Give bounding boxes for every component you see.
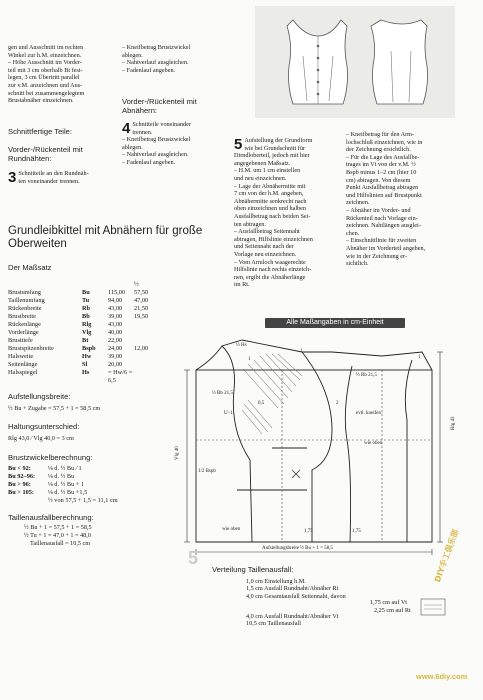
haltung-heading: Haltungsunterschied: <box>8 422 80 432</box>
masssatz-abbr: Bu <box>82 289 90 296</box>
masssatz-table <box>8 281 158 385</box>
heading-schnittfertige: Schnittfertige Teile: <box>8 127 73 136</box>
step-4: 4 Schnitteile voneinander trennen. – Kneifbetrag Brustzwickel ablegen. – Nahtverlauf ausgleichen. – Fadenlauf angeben. <box>122 120 191 166</box>
masssatz-v: 24,00 <box>108 345 123 352</box>
zwickel-row <box>8 497 124 505</box>
taille-line-1: ½ Tu + 1 = 47,0 + 1 = 48,0 <box>24 531 91 539</box>
verteilung-section <box>212 566 452 628</box>
col4-text: – Kneifbetrag für den Arm- lochschluß einzeichnen, wie in der Zeichnung ersichtlich. – Für die Lage des Ausfallbe- trages im Vt von der v.M. ½ Bspb minus 1–2 cm (hier 10 cm) abtragen. Von diesem Punkt Ausfallbetrag abtragen und Hilfslinien auf Brustpunkt zeichnen. – Abnäher im Vorder- und Rückenteil nach Vorlage ein- zeichnen. Nahtlängen ausglei- chen. – Einschnittlinie für zweiten Abnäher im Vorderteil angeben, wie in der Zeichnung er- sichtlich. <box>346 131 426 268</box>
aufstellung-line: ½ Bu + Zugabe = 57,5 + 1 = 58,5 cm <box>8 404 101 412</box>
masssatz-name: Brustumfang <box>8 289 41 296</box>
masssatz-v: 94,00 <box>108 297 123 304</box>
masssatz-v: 22,00 <box>108 337 123 344</box>
dlabel-dim-2: 1,75 <box>352 529 361 534</box>
verteilung-right-1: 2,25 cm auf Rt <box>374 607 411 614</box>
masssatz-v: 43,00 <box>108 321 123 328</box>
masssatz-v: 115,00 <box>108 289 126 296</box>
zwickel-cell <box>8 497 48 505</box>
masssatz-row <box>8 337 158 345</box>
masssatz-h <box>134 353 158 361</box>
dlabel-one: 1 <box>300 349 303 354</box>
dlabel-wie-oben-2: wie oben <box>364 441 383 446</box>
verteilung-right-0: 1,75 cm auf Vt <box>370 599 408 606</box>
masssatz-abbr: Vlg <box>82 329 92 336</box>
dlabel-bb: ½ Bb 21,5 <box>212 391 233 396</box>
zwickel-cell: ⅛ d. ½ Bu ⁄ 1 <box>48 464 82 472</box>
watermark-logo: DIY手工俱乐部 <box>432 528 461 584</box>
zwickel-cell: ⅛ d. ½ Bu + 1 <box>48 480 85 488</box>
masssatz-abbr: Rb <box>82 305 91 312</box>
masssatz-name: Brustspitzenbreite <box>8 345 54 352</box>
masssatz-row <box>8 369 158 385</box>
masssatz-abbr: Sl <box>82 361 88 368</box>
dlabel-u1: U÷1 <box>224 411 233 416</box>
masssatz-name: Halsweite <box>8 353 34 360</box>
dlabel-dim-5: 1 <box>418 355 421 360</box>
masssatz-abbr: Bt <box>82 337 89 344</box>
masssatz-row <box>8 353 158 361</box>
masssatz-h <box>134 329 158 337</box>
zwickel-cell: ½ von 57,5 + 1,5 = 11,1 cm <box>48 496 118 504</box>
heading-vr-abnaehern: Vorder-/Rückenteil mit Abnähern: <box>122 97 197 115</box>
dlabel-width: Aufstellungsbreite ½ Bu + 1 = 58,5 <box>262 546 333 551</box>
zwickel-cell: ⅛ d. ½ Bu +1,5 <box>48 488 88 496</box>
haltung-line: Rlg 43,0 ⁄ Vlg 40,0 = 3 cm <box>8 435 74 443</box>
masssatz-h: 12,00 <box>134 345 149 352</box>
taille-line-2: Taillenausfall = 10,5 cm <box>30 539 91 547</box>
masssatz-h: 57,50 <box>134 289 149 296</box>
masssatz-row <box>8 313 158 321</box>
masssatz-name: Vorderlänge <box>8 329 39 336</box>
verteilung-line-3: 4,0 cm Ausfall Rundnaht/Abnäher Vt <box>246 612 339 620</box>
masssatz-h <box>134 361 158 369</box>
heading-vr-rundnaehten: Vorder-/Rückenteil mit Rundnähten: <box>8 145 83 163</box>
step-5: 5 Aufstellung der Grundform wie bei Grundschnitt für Dirndloberteil, jedoch mit hier angegebenen Maßsatz. – H.M. um 1 cm einstellen und neu einzeichnen. – Lage der Abnähermitte mit 7 cm von der h.M. angeben, Abnähermitte senkrecht nach oben einzeichnen und halben Ausfallbetrag nach beiden Sei- ten abtragen. – Ausfallbetrag Seitennaht abtragen, Hilfslinie einzeichnen und Seitennaht nach der Vorlage neu einzeichnen. – Vom Armloch waagerechte Hilfslinie nach rechts einzeich- nen, ergibt die Abnäherlänge im Rt. <box>234 136 313 289</box>
masssatz-v: 39,00 <box>108 313 123 320</box>
masssatz-name: Rückenbreite <box>8 305 42 312</box>
dlabel-rlg: Rlg 43 <box>451 416 456 430</box>
masssatz-v: = Hw/6 = 6,5 <box>108 369 133 384</box>
masssatz-name: Halsspiegel <box>8 369 38 376</box>
dlabel-dim-3: 0,5 <box>258 401 265 406</box>
dlabel-dim-0: 1 <box>248 357 251 362</box>
zwickel-cell: Bu < 92: <box>8 464 31 472</box>
masssatz-v: 40,00 <box>108 329 123 336</box>
zwickel-row <box>8 489 124 497</box>
masssatz-abbr: Bb <box>82 313 90 320</box>
masssatz-v: 20,00 <box>108 361 123 368</box>
verteilung-line-0: 1,0 cm Einstellung h.M. <box>246 577 306 585</box>
masssatz-h <box>134 321 158 329</box>
col1-top-text: gen und Ausschnitt im rechten Winkel zur h.M. einzeichnen. – Höhe Ausschnitt im Vorder- teil mit 3 cm oberhalb Bt fest- legen, 3 cm Übertritt parallel zur v.M. anzeichnen und Aus- schnitt bei zusammengelegtem Brustabnäher einzeichnen. <box>8 44 85 105</box>
page-title: Grundleibkittel mit Abnähern für große Oberweiten <box>8 225 203 250</box>
masssatz-abbr: Hw <box>82 353 92 360</box>
masssatz-abbr: Rlg <box>82 321 92 328</box>
units-banner: Alle Maßangaben in cm-Einheit <box>265 318 405 328</box>
zwickel-heading: Brustzwickelberechnung: <box>8 452 93 462</box>
zwickel-table <box>8 465 124 505</box>
masssatz-row <box>8 361 158 369</box>
aufstellung-heading: Aufstellungsbreite: <box>8 392 71 401</box>
col2-top-text: – Kneifbetrag Brustzwickel ablegen. – Nahtverlauf ausgleichen. – Fadenlauf angeben. <box>122 44 191 74</box>
verteilung-line-1: 1,5 cm Ausfall Rundnaht/Abnäher Rt <box>246 585 339 593</box>
taille-heading: Taillenausfallberechnung: <box>8 512 94 522</box>
masssatz-h <box>134 337 158 345</box>
dlabel-wie-oben: wie oben <box>222 527 241 532</box>
stamp-icon <box>420 598 446 616</box>
masssatz-h: 21,50 <box>134 305 149 312</box>
masssatz-name: Brusttiefe <box>8 337 33 344</box>
dlabel-hs: ½ Hs <box>236 343 247 348</box>
masssatz-header-row: ½ <box>134 281 139 288</box>
masssatz-h: 47,00 <box>134 297 149 304</box>
masssatz-v: 43,00 <box>108 305 123 312</box>
masssatz-row <box>8 321 158 329</box>
masssatz-row <box>8 329 158 337</box>
masssatz-row <box>8 305 158 313</box>
masssatz-row <box>8 345 158 353</box>
masssatz-name: Brustbreite <box>8 313 36 320</box>
verteilung-line-4: 10,5 cm Taillenausfall <box>246 620 301 628</box>
dlabel-dim-4: 2 <box>336 401 339 406</box>
dlabel-evtl: evtl. kneifen <box>356 411 381 416</box>
zwickel-cell: Bu > 105: <box>8 488 34 496</box>
calc-section <box>8 393 188 547</box>
masssatz-h <box>134 369 158 385</box>
zwickel-row <box>8 473 124 481</box>
vest-illustration <box>255 6 455 118</box>
watermark-url: www.6diy.com <box>416 672 468 681</box>
masssatz-abbr: Bspb <box>82 345 96 352</box>
verteilung-heading: Verteilung Taillenausfall: <box>212 565 294 574</box>
dlabel-page: 5 <box>188 548 199 568</box>
masssatz-abbr: Tu <box>82 297 90 304</box>
masssatz-name: Seitenlänge <box>8 361 38 368</box>
zwickel-row <box>8 465 124 473</box>
masssatz-abbr: Hs <box>82 369 90 376</box>
zwickel-row <box>8 481 124 489</box>
dlabel-rb: ½ Rb 21,5 <box>356 373 377 378</box>
masssatz-name: Rückenlänge <box>8 321 41 328</box>
masssatz-row <box>8 297 158 305</box>
masssatz-heading: Der Maßsatz <box>8 263 52 272</box>
verteilung-line-2: 4,0 cm Gesamtausfall Seitennaht, davon <box>246 592 346 600</box>
masssatz-row <box>8 289 158 297</box>
zwickel-cell: ⅛ d. ½ Bu <box>48 472 75 480</box>
dlabel-dim-1: 1,75 <box>304 529 313 534</box>
zwickel-cell: Bu 92–96: <box>8 472 36 480</box>
dlabel-bspb: 1/2 Bspb <box>198 469 216 474</box>
masssatz-name: Taillenumfang <box>8 297 45 304</box>
taille-line-0: ½ Bu + 1 = 57,5 + 1 = 58,5 <box>24 524 92 532</box>
dlabel-vlg: Vlg 40 <box>175 446 180 460</box>
step-3: 3 Schnitteile an den Rundnäh- ten voneinander trennen. <box>8 169 89 186</box>
masssatz-v: 39,00 <box>108 353 123 360</box>
masssatz-h: 19,50 <box>134 313 149 320</box>
zwickel-cell: Bu > 96: <box>8 480 31 488</box>
